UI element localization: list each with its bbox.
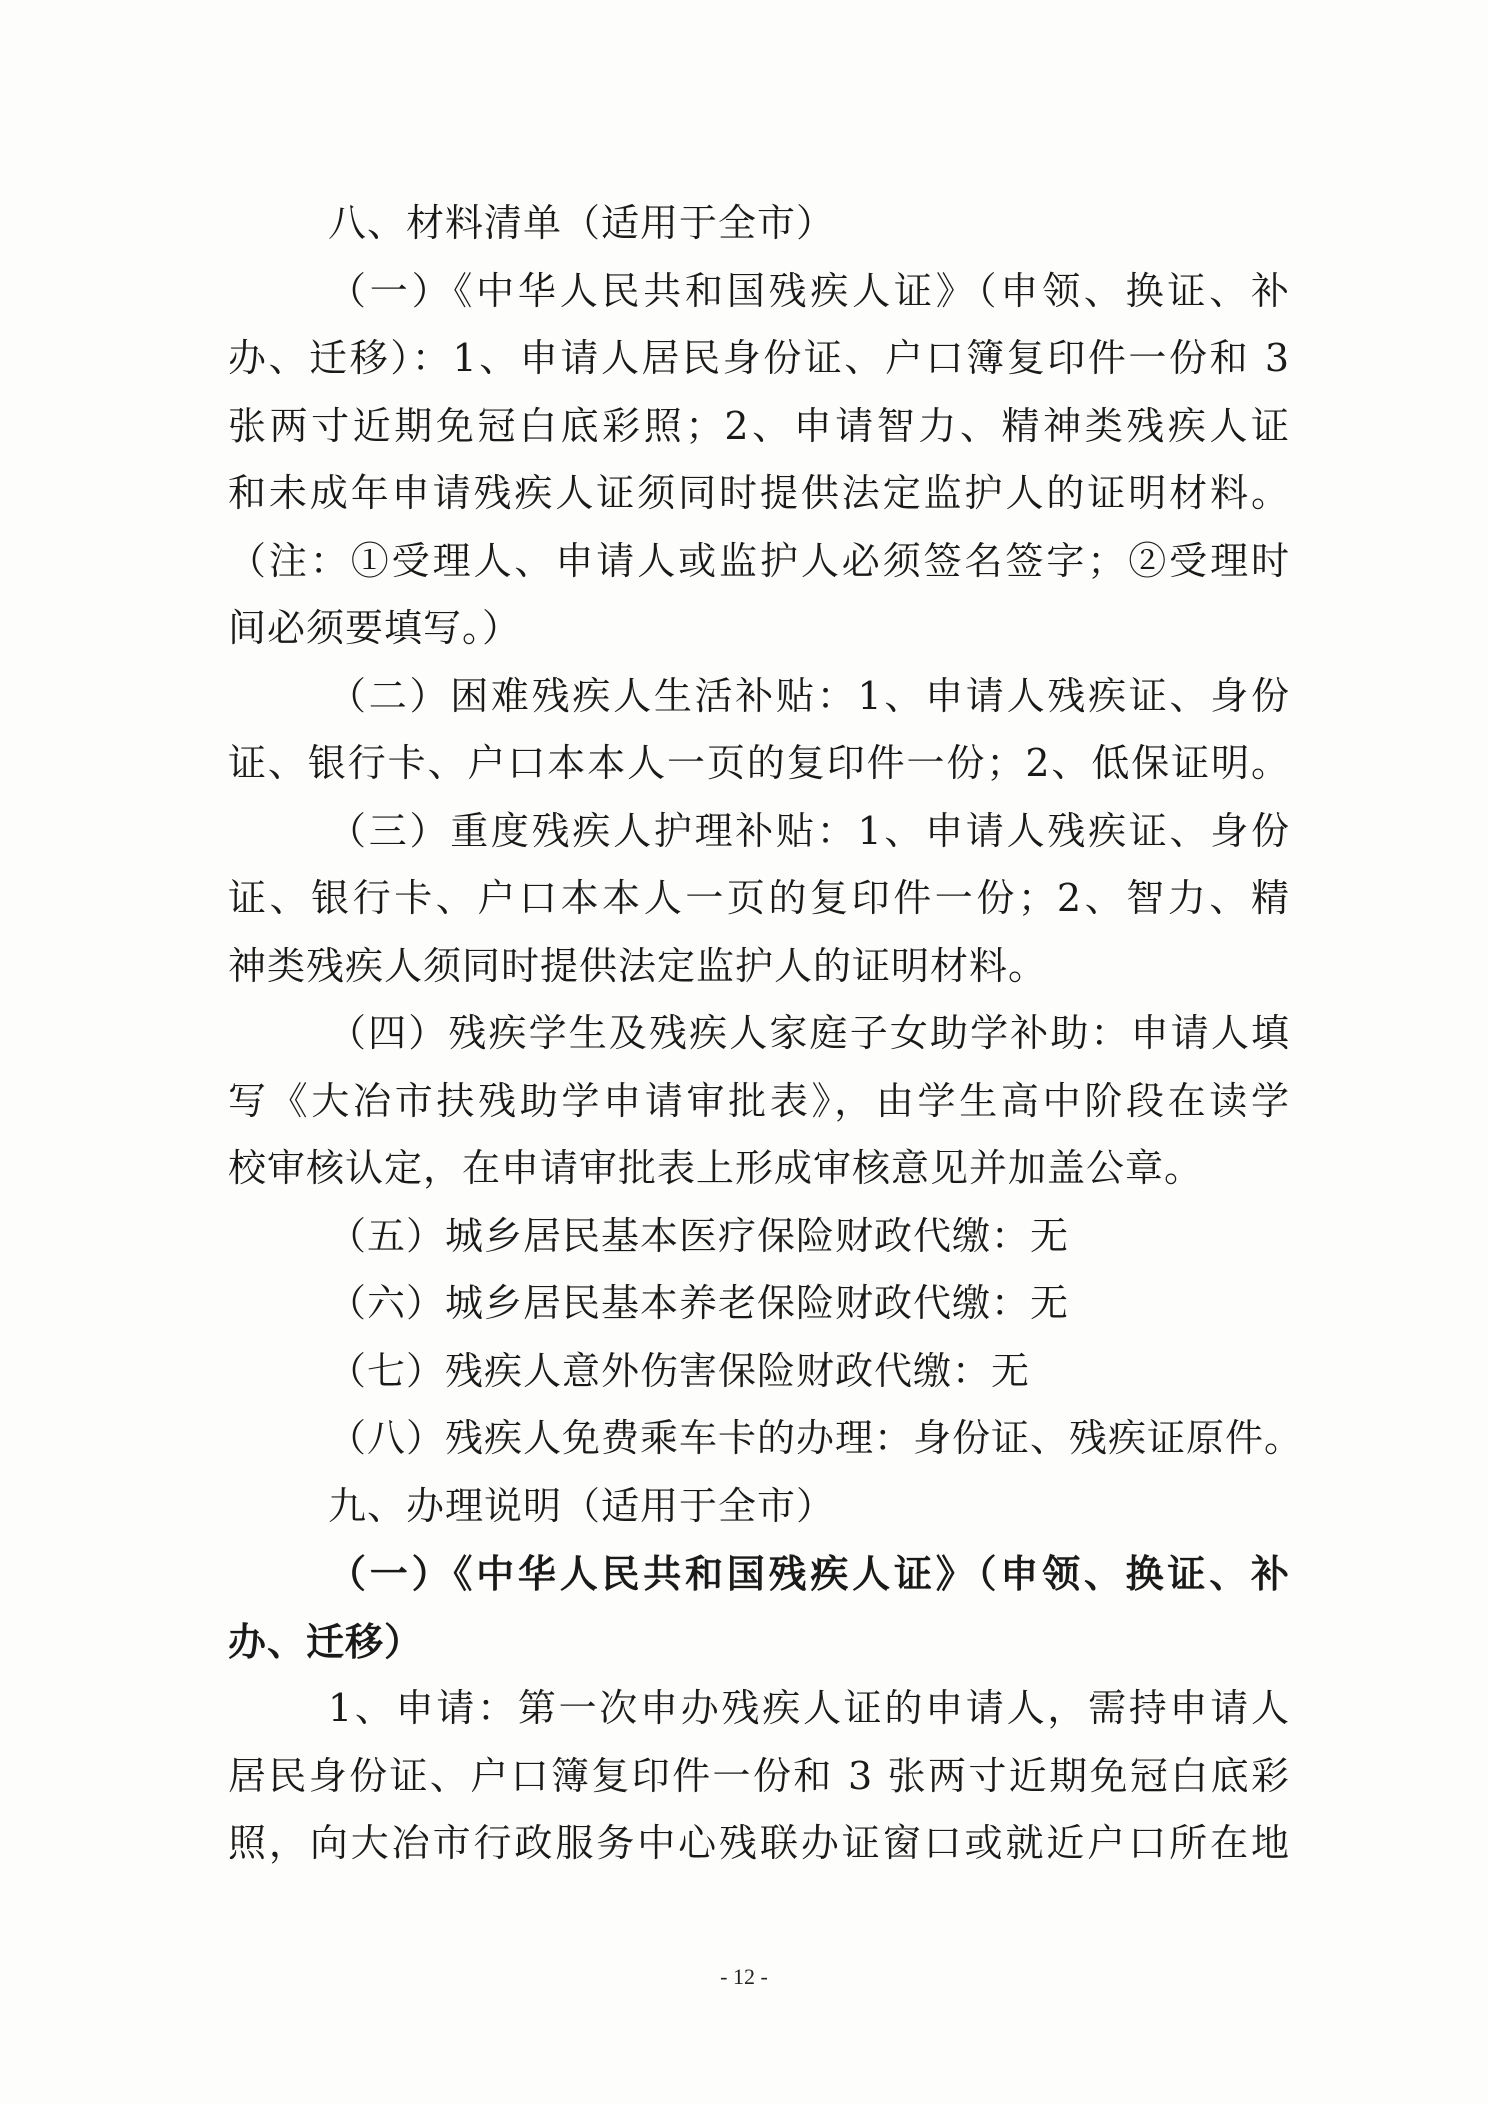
text-line: （六）城乡居民基本养老保险财政代缴：无 [328,1281,1070,1325]
text-line: （二）困难残疾人生活补贴：1、申请人残疾证、身份 [328,673,1290,718]
text-line: 和未成年申请残疾人证须同时提供法定监护人的证明材料。 [228,471,1290,515]
text-line: （注：①受理人、申请人或监护人必须签名签字；②受理时 [228,538,1290,583]
text-line: 校审核认定，在申请审批表上形成审核意见并加盖公章。 [228,1146,1204,1190]
text-line: （一）《中华人民共和国残疾人证》（申领、换证、补 [328,1551,1290,1596]
text-line: 间必须要填写。） [228,606,522,650]
text-line: 证、银行卡、户口本本人一页的复印件一份；2、低保证明。 [228,741,1290,785]
text-line: （四）残疾学生及残疾人家庭子女助学补助：申请人填 [328,1011,1290,1055]
text-line: 写《大冶市扶残助学申请审批表》，由学生高中阶段在读学 [228,1078,1290,1123]
text-line: （三）重度残疾人护理补贴：1、申请人残疾证、身份 [328,808,1290,853]
text-line: 证、银行卡、户口本本人一页的复印件一份；2、智力、精 [228,876,1290,920]
page-number: - 12 - [720,1964,768,1989]
text-line: 办、迁移） [228,1618,424,1664]
document-body [228,190,1304,1878]
text-line: 张两寸近期免冠白底彩照；2、申请智力、精神类残疾人证 [228,403,1290,448]
text-line: （七）残疾人意外伤害保险财政代缴：无 [328,1348,1031,1393]
text-line: （五）城乡居民基本医疗保险财政代缴：无 [328,1213,1070,1258]
text-line: （一）《中华人民共和国残疾人证》（申领、换证、补 [328,268,1290,313]
text-line: 九、办理说明（适用于全市） [328,1483,836,1528]
text-line: （八）残疾人免费乘车卡的办理：身份证、残疾证原件。 [328,1416,1304,1460]
text-line: 居民身份证、户口簿复印件一份和 3 张两寸近期免冠白底彩 [228,1753,1290,1798]
text-line: 1、申请：第一次申办残疾人证的申请人，需持申请人 [328,1686,1290,1730]
text-line: 神类残疾人须同时提供法定监护人的证明材料。 [228,943,1048,988]
text-line: 照，向大冶市行政服务中心残联办证窗口或就近户口所在地 [228,1821,1290,1865]
text-line: 八、材料清单（适用于全市） [328,201,836,245]
text-line: 办、迁移）：1、申请人居民身份证、户口簿复印件一份和 3 [228,336,1290,380]
